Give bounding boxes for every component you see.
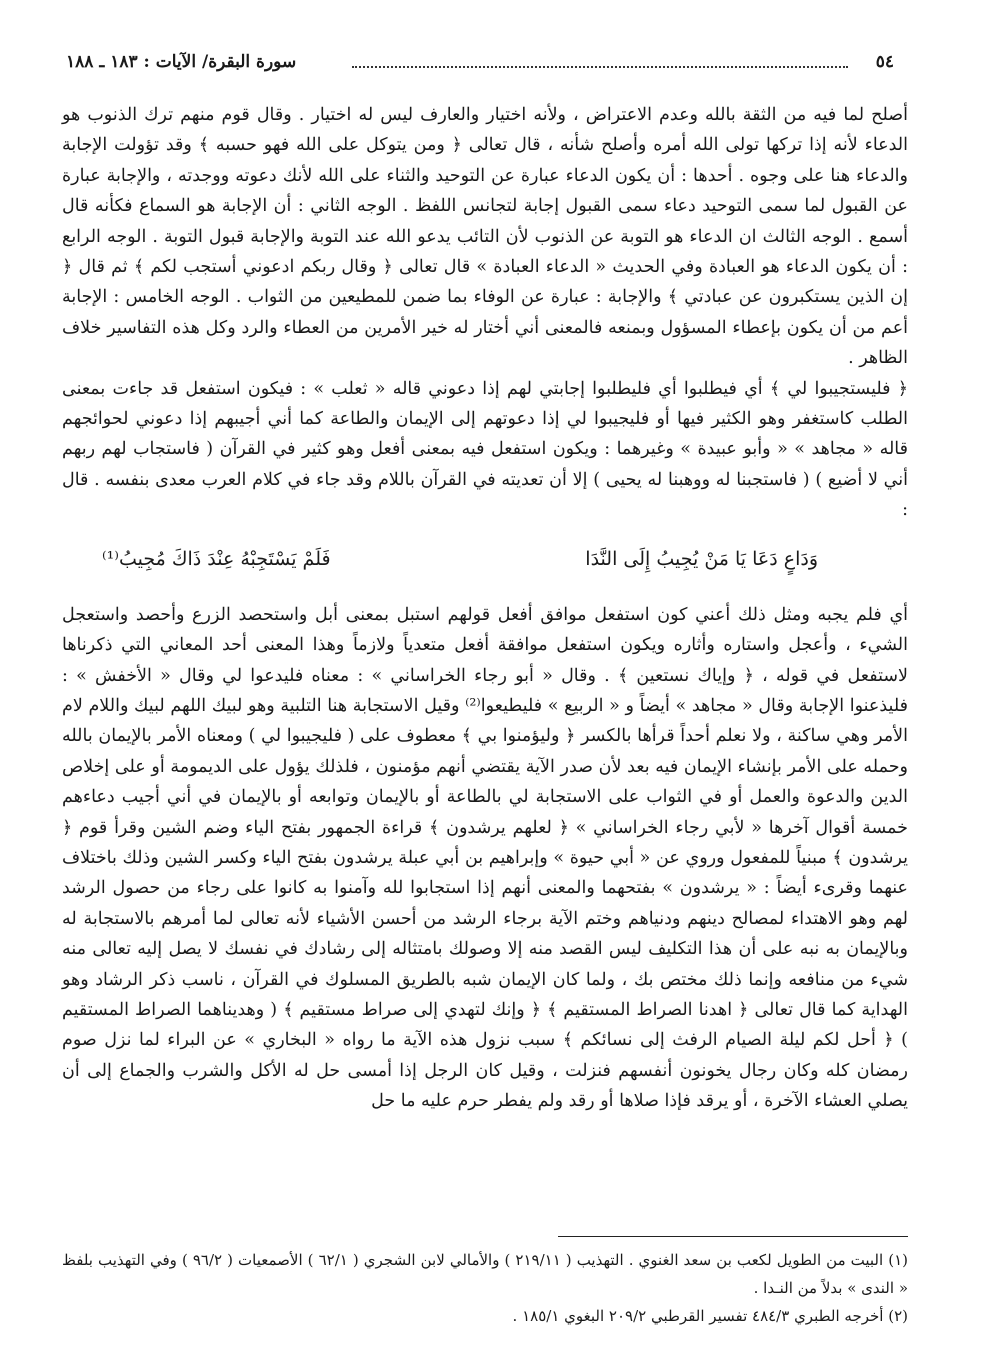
paragraph-3: أي فلم يجبه ومثل ذلك أعني كون استفعل موافق أفعل قولهم استبل بمعنى أبل واستحصد الزرع وأحصد واستعجل الشيء ، وأعجل واستاره وأثاره ويكون استفعل موافقة أفعل متعدياً ولازماً وهذا المعنى أحد المعاني التي ذكرناها لاستفعل في قوله ، ﴿ وإياك نستعين ﴾ . وقال « أبو رجاء الخراساني » : معناه فليدعوا لي وقال « الأخفش » : فليذعنوا الإجابة وقال « مجاهد » أيضاً و « الربيع » فليطيعوا⁽²⁾ وقيل الاستجابة هنا التلبية وهو لبيك اللهم لبيك واللام لام الأمر وهي ساكنة ، ولا نعلم أحداً قرأها بالكسر ﴿ وليؤمنوا بي ﴾ معطوف على ( فليجيبوا لي ) ومعناه الأمر بالإيمان بالله وحمله على الأمر بإنشاء الإيمان فيه بعد لأن صدر الآية يقتضي أنهم مؤمنون ، فلذلك يؤول على الديمومة أو على إخلاص الدين والدعوة والعمل أو في الثواب على الاستجابة لي بالطاعة أو بالإيمان وتوابعه أو بالإيمان في أني أجيب دعاءهم خمسة أقوال آخرها « لأبي رجاء الخراساني » ﴿ لعلهم يرشدون ﴾ قراءة الجمهور بفتح الياء وضم الشين وقرأ قوم ﴿ يرشدون ﴾ مبنياً للمفعول وروي عن « أبي حيوة » وإبراهيم بن أبي عبلة يرشدون بفتح الياء وكسر الشين وذلك باختلاف عنهما وقرىء أيضاً : « يرشدون » بفتحهما والمعنى أنهم إذا استجابوا لله وآمنوا به كانوا على رجاء من حصول الرشد لهم وهو الاهتداء لمصالح دينهم ودنياهم وختم الآية برجاء الرشد من أحسن الأشياء لأنه تعالى لما أمرهم بالاستجابة له وبالإيمان به نبه على أن هذا التكليف ليس القصد منه إلا وصولك بامتثاله إلى رشادك في نفسك لا يصل إليه تعالى منه شيء من منافعه وإنما ذلك مختص بك ، ولما كان الإيمان شبه بالطريق المسلوك في القرآن ، ناسب ذكر الرشاد وهو الهداية كما قال تعالى ﴿ اهدنا الصراط المستقيم ﴾ ﴿ وإنك لتهدي إلى صراط مستقيم ﴾ ( وهديناهما الصراط المستقيم ) ﴿ أحل لكم ليلة الصيام الرفث إلى نسائكم ﴾ سبب نزول هذه الآية ما رواه « البخاري » عن البراء لما نزل صوم رمضان كله وكان رجال يخونون أنفسهم فنزلت ، وقيل كان الرجل إذا أمسى حل له الأكل والشرب والجماع إلى أن يصلي العشاء الآخرة ، أو يرقد فإذا صلاها أو رقد ولم يفطر حرم عليه ما حل (62, 604, 908, 1112)
paragraph-2: ﴿ فليستجيبوا لي ﴾ أي فيطلبوا أي فليطلبوا إجابتي لهم إذا دعوني قاله « ثعلب » : فيكون استفعل قد جاءت بمعنى الطلب كاستغفر وهو الكثير فيها أو فليجيبوا لي إذا دعوتهم إلى الإيمان والطاعة كما أني أجيبهم إذا دعوني لحوائجهم قاله « مجاهد » « وأبو عبيدة » وغيرهما : ويكون استفعل فيه بمعنى أفعل وهو كثير في القرآن ( فاستجاب لهم ربهم أني لا أضيع ) ( فاستجبنا له ووهبنا له يحيى ) إلا أن تعديته في القرآن باللام وقد جاء في كلام العرب معدى بنفسه . قال : (62, 378, 908, 521)
footnote-2: (٢) أخرجه الطبري ٤٨٤/٣ تفسير القرطبي ٢٠٩/٢ البغوي ١٨٥/١ . (512, 1307, 908, 1325)
verse-first-hemistich: وَدَاعٍ دَعَا يَا مَنْ يُجِيبُ إِلَى النَّدَا (585, 547, 818, 570)
main-text (62, 100, 908, 1117)
header-dotted-leader (352, 66, 848, 68)
paragraph-1: أصلح لما فيه من الثقة بالله وعدم الاعتراض ، ولأنه اختيار والعارف ليس له اختيار . وقال قوم منهم ترك الذنوب هو الدعاء لأنه إذا تركها تولى الله أمره وأصلح شأنه ، قال تعالى ﴿ ومن يتوكل على الله فهو حسبه ﴾ وقد تؤولت الإجابة والدعاء هنا على وجوه . أحدها : أن يكون الدعاء عبارة عن التوحيد والثناء على الله لأنك دعوته ووجدته ، والإجابة عبارة عن القبول لما سمى التوحيد دعاء سمى القبول إجابة لتجانس اللفظ . الوجه الثاني : أن الإجابة هو السماع فكأنه قال أسمع . الوجه الثالث ان الدعاء هو التوبة عن الذنوب لأن التائب يدعو الله عند التوبة والإجابة قبول التوبة . الوجه الرابع : أن يكون الدعاء هو العبادة وفي الحديث « الدعاء العبادة » قال تعالى ﴿ وقال ربكم ادعوني أستجب لكم ﴾ ثم قال ﴿ إن الذين يستكبرون عن عبادتي ﴾ والإجابة : عبارة عن الوفاء بما ضمن للمطيعين من الثواب . الوجه الخامس : الإجابة أعم من أن يكون بإعطاء المسؤول وبمنعه فالمعنى أني أختار له خير الأمرين من العطاء والرد وكل هذه التفاسير خلاف الظاهر . (62, 105, 908, 369)
footnote-1: (١) البيت من الطويل لكعب بن سعد الغنوي . التهذيب ( ٢١٩/١١ ) والأمالي لابن الشجري ( ٦٢/١ ) الأصمعيات ( ٩٦/٢ ) وفي التهذيب بلفظ « الندى » بدلاً من النـدا . (62, 1251, 908, 1297)
poetry-verse (62, 544, 908, 574)
page-number: ٥٤ (875, 52, 894, 72)
book-page (62, 46, 908, 1336)
running-head (62, 46, 908, 82)
verse-second-hemistich: فَلَمْ يَسْتَجِبْهُ عِنْدَ ذَاكَ مُجِيبُ⁽¹⁾ (102, 547, 331, 570)
surah-verse-range: سورة البقرة/ الآيات : ١٨٣ ـ ١٨٨ (66, 52, 297, 72)
footnotes (62, 1246, 908, 1330)
footnote-separator (558, 1236, 908, 1237)
